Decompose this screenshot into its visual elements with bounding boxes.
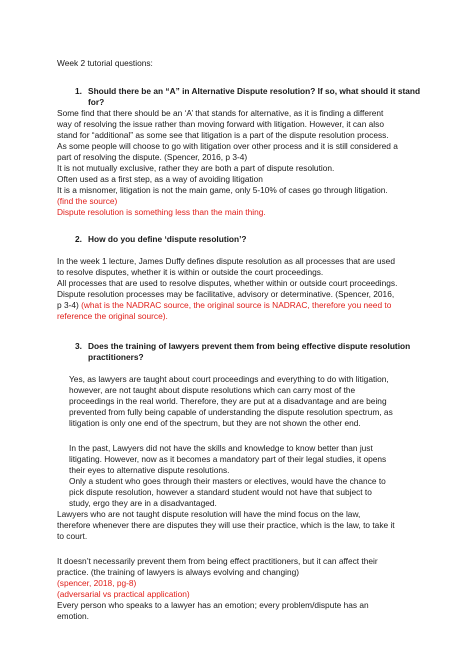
q2-body-line: All processes that are used to resolve disputes, whether within or outside court proceedings.	[57, 278, 398, 288]
q3-title-line: practitioners?	[88, 352, 144, 362]
q2-number: 2.	[75, 234, 82, 244]
q3-para-line: Lawyers who are not taught dispute resolution will have the mind focus on the law,	[57, 509, 361, 519]
q3-red-note: (spencer, 2018, pg-8)	[57, 578, 137, 588]
q3-para-line: therefore whenever there are disputes they will use their practice, which is the law, to take it	[57, 520, 395, 530]
q3-para-line: practice. (the training of lawyers is always evolving and changing)	[57, 567, 300, 577]
q1-red-note: (find the source)	[57, 196, 118, 206]
q3-para-line: pick dispute resolution, however a standard student would not have that subject to	[69, 487, 372, 497]
q2-title: How do you define ‘dispute resolution’?	[88, 234, 247, 244]
q3-para-line: emotion.	[57, 611, 90, 621]
q1-number: 1.	[75, 86, 82, 96]
q3-para-line: In the past, Lawyers did not have the skills and knowledge to know better than just	[69, 443, 373, 453]
q3-para-line: litigation is only one end of the spectrum, but they are not shown the other end.	[69, 418, 361, 428]
q3-para-line: however, are not taught about dispute resolutions which can carry most of the	[69, 385, 356, 395]
q2-body-line: Dispute resolution processes may be facilitative, advisory or determinative. (Spencer, 2016,	[57, 289, 395, 299]
q1-body-line: As some people will choose to go with litigation over other process and it is still considered a	[57, 141, 398, 151]
q2-body-line: to resolve disputes, whether it is within or outside the court proceedings.	[57, 267, 324, 277]
q3-para-line: study, ergo they are in a disadvantaged.	[69, 498, 217, 508]
q1-title-line: Should there be an “A” in Alternative Dispute resolution? If so, what should it stand	[88, 86, 421, 96]
q3-para-line: litigating. However, now as it becomes a mandatory part of their legal studies, it opens	[69, 454, 387, 464]
q3-number: 3.	[75, 341, 82, 351]
q3-para-line: Every person who speaks to a lawyer has an emotion; every problem/dispute has an	[57, 600, 369, 610]
q1-title-line: for?	[88, 97, 105, 107]
q2-red-note: (what is the NADRAC source, the original source is NADRAC, therefore you need to	[78, 300, 392, 310]
q2-body-line-mixed	[57, 300, 391, 311]
q3-para-line: It doesn’t necessarily prevent them from being effect practitioners, but it can affect their	[57, 556, 378, 566]
q3-red-note: (adversarial vs practical application)	[57, 589, 190, 599]
q1-body-line: stand for “additional” as some see that litigation is a part of the dispute resolution process.	[57, 130, 389, 140]
q1-red-note: Dispute resolution is something less than the main thing.	[57, 207, 266, 217]
q2-citation-end: p 3-4)	[57, 300, 79, 310]
q1-body-line: Often used as a first step, as a way of avoiding litigation	[57, 174, 263, 184]
q3-para-line: their eyes to alternative dispute resolutions.	[69, 465, 230, 475]
q2-body-line: In the week 1 lecture, James Duffy defines dispute resolution as all processes that are used	[57, 256, 395, 266]
q3-title-line: Does the training of lawyers prevent them from being effective dispute resolution	[88, 341, 411, 351]
q1-body-line: It is a misnomer, litigation is not the main game, only 5-10% of cases go through litigation.	[57, 185, 388, 195]
q3-para-line: Yes, as lawyers are taught about court proceedings and everything to do with litigation,	[69, 374, 389, 384]
q1-body-line: It is not mutually exclusive, rather they are both a part of dispute resolution.	[57, 163, 335, 173]
q3-para-line: proceedings in the real world. Therefore, they are put at a disadvantage and are being	[69, 396, 387, 406]
q3-para-line: to court.	[57, 531, 88, 541]
q2-red-note: reference the original source).	[57, 311, 168, 321]
q3-para-line: Only a student who goes through their masters or electives, would have the chance to	[69, 476, 386, 486]
q1-body-line: way of resolving the issue rather than moving forward with litigation. However, it can also	[57, 119, 384, 129]
q1-body-line: Some find that there should be an ‘A’ that stands for alternative, as it is finding a different	[57, 108, 384, 118]
page-heading: Week 2 tutorial questions:	[57, 58, 153, 68]
q1-body-line: part of resolving the dispute. (Spencer, 2016, p 3-4)	[57, 152, 248, 162]
q3-para-line: prevented from fully being capable of understanding the dispute resolution spectrum, as	[69, 407, 393, 417]
